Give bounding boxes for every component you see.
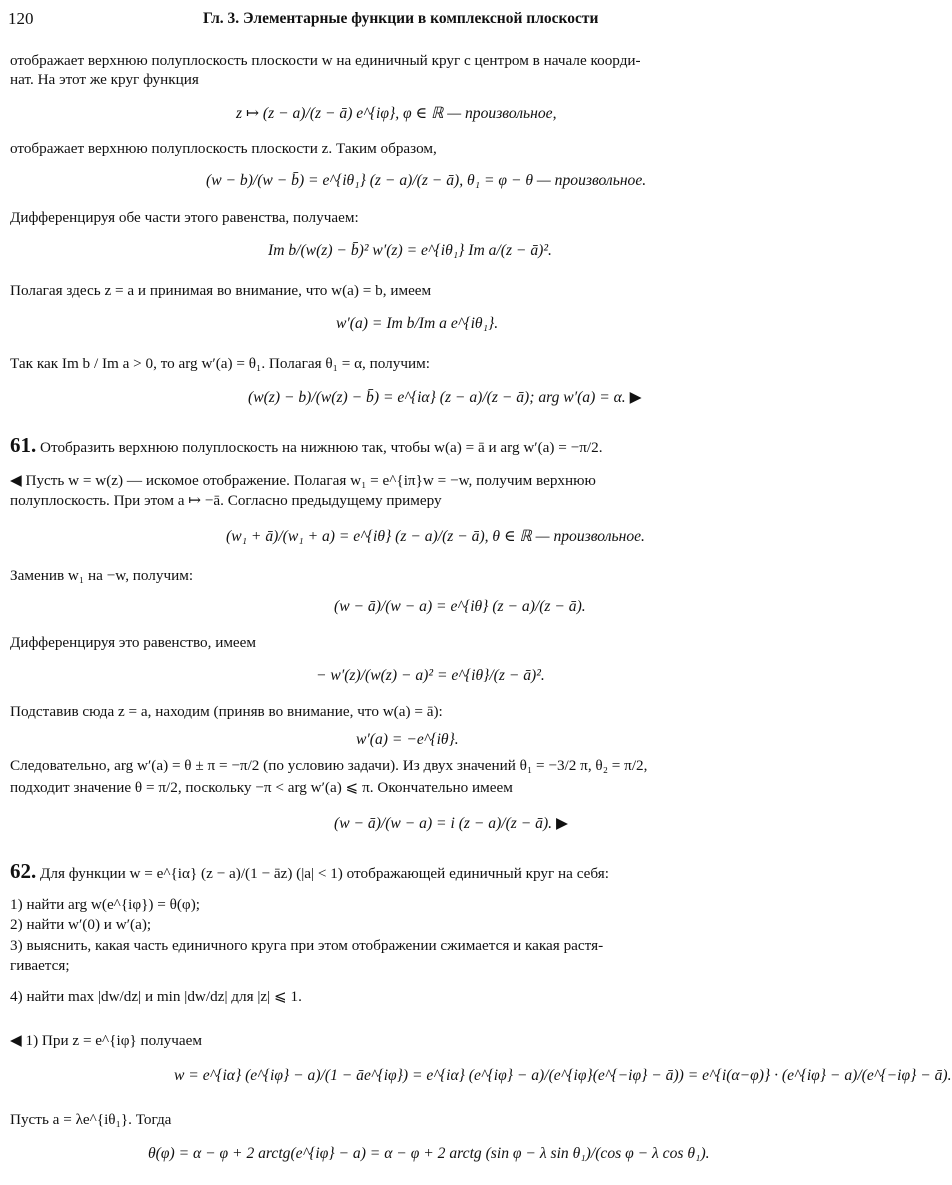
problem-number: 61. <box>10 433 37 457</box>
text-line: нат. На этот же круг функция <box>10 71 199 88</box>
equation: (w − ā)/(w − a) = e^{iθ} (z − a)/(z − ā). <box>334 598 586 615</box>
problem-number: 62. <box>10 859 37 883</box>
text-line: ◀ 1) При z = e^{iφ} получаем <box>10 1032 202 1049</box>
running-title: Гл. 3. Элементарные функции в комплексной плоскости <box>203 10 599 27</box>
text-line: отображает верхнюю полуплоскость плоскости w на единичный круг с центром в начале коорди- <box>10 52 641 69</box>
list-item: 3) выяснить, какая часть единичного круга при этом отображении сжимается и какая растя- <box>10 937 604 954</box>
text-line: Подставив сюда z = a, находим (приняв во внимание, что w(a) = ā): <box>10 703 443 720</box>
text-line: Заменив w₁ на −w, получим: <box>10 567 194 584</box>
equation: (w(z) − b)/(w(z) − b̄) = e^{iα} (z − a)/(z − ā); arg w′(a) = α. ▶ <box>248 389 642 406</box>
text-line: Дифференцируя обе части этого равенства, получаем: <box>10 209 359 226</box>
equation: (w₁ + ā)/(w₁ + a) = e^{iθ} (z − a)/(z − ā), θ ∈ ℝ — произвольное. <box>226 528 645 545</box>
equation: z ↦ (z − a)/(z − ā) e^{iφ}, φ ∈ ℝ — произвольное, <box>236 105 557 122</box>
text-line: Полагая здесь z = a и принимая во внимание, что w(a) = b, имеем <box>10 282 432 299</box>
list-item: 2) найти w′(0) и w′(a); <box>10 916 152 933</box>
problem-61 <box>10 433 806 457</box>
problem-text: Отобразить верхнюю полуплоскость на нижнюю так, чтобы w(a) = ā и arg w′(a) = −π/2. <box>40 439 603 456</box>
list-item: 4) найти max |dw/dz| и min |dw/dz| для |z| ⩽ 1. <box>10 988 302 1005</box>
text-line: отображает верхнюю полуплоскость плоскости z. Таким образом, <box>10 140 437 157</box>
text-line: Так как Im b / Im a > 0, то arg w′(a) = θ₁. Полагая θ₁ = α, получим: <box>10 355 430 372</box>
problem-62 <box>10 859 806 883</box>
text-line: подходит значение θ = π/2, поскольку −π < arg w′(a) ⩽ π. Окончательно имеем <box>10 779 513 796</box>
equation: Im b/(w(z) − b̄)² w′(z) = e^{iθ₁} Im a/(z − ā)². <box>268 242 552 259</box>
text-line: полуплоскость. При этом a ↦ −ā. Согласно предыдущему примеру <box>10 492 442 509</box>
page-number: 120 <box>8 9 34 28</box>
problem-text: Для функции w = e^{iα} (z − a)/(1 − āz) (|a| < 1) отображающей единичный круг на себя: <box>40 865 609 882</box>
page-header <box>8 9 806 33</box>
equation: w′(a) = −e^{iθ}. <box>356 731 459 748</box>
equation: − w′(z)/(w(z) − a)² = e^{iθ}/(z − ā)². <box>316 667 545 684</box>
equation: (w − b)/(w − b̄) = e^{iθ₁} (z − a)/(z − ā), θ₁ = φ − θ — произвольное. <box>206 172 647 189</box>
text-line: Следовательно, arg w′(a) = θ ± π = −π/2 (по условию задачи). Из двух значений θ₁ = −3/2 π, θ₂ = π/2, <box>10 757 648 774</box>
text-line: ◀ Пусть w = w(z) — искомое отображение. Полагая w₁ = e^{iπ}w = −w, получим верхнюю <box>10 472 596 489</box>
text-line: Пусть a = λe^{iθ₁}. Тогда <box>10 1111 172 1128</box>
list-item: гивается; <box>10 957 70 974</box>
text-line: Дифференцируя это равенство, имеем <box>10 634 257 651</box>
equation: θ(φ) = α − φ + 2 arctg(e^{iφ} − a) = α − φ + 2 arctg (sin φ − λ sin θ₁)/(cos φ − λ cos θ₁). <box>148 1145 710 1162</box>
equation: w = e^{iα} (e^{iφ} − a)/(1 − āe^{iφ}) = e^{iα} (e^{iφ} − a)/(e^{iφ}(e^{−iφ} − ā)) = e^{i(α−φ)} · (e^{iφ} − a)/(e^{−iφ} − ā). <box>174 1067 952 1084</box>
equation: w′(a) = Im b/Im a e^{iθ₁}. <box>336 315 499 332</box>
list-item: 1) найти arg w(e^{iφ}) = θ(φ); <box>10 896 200 913</box>
equation: (w − ā)/(w − a) = i (z − a)/(z − ā). ▶ <box>334 815 568 832</box>
